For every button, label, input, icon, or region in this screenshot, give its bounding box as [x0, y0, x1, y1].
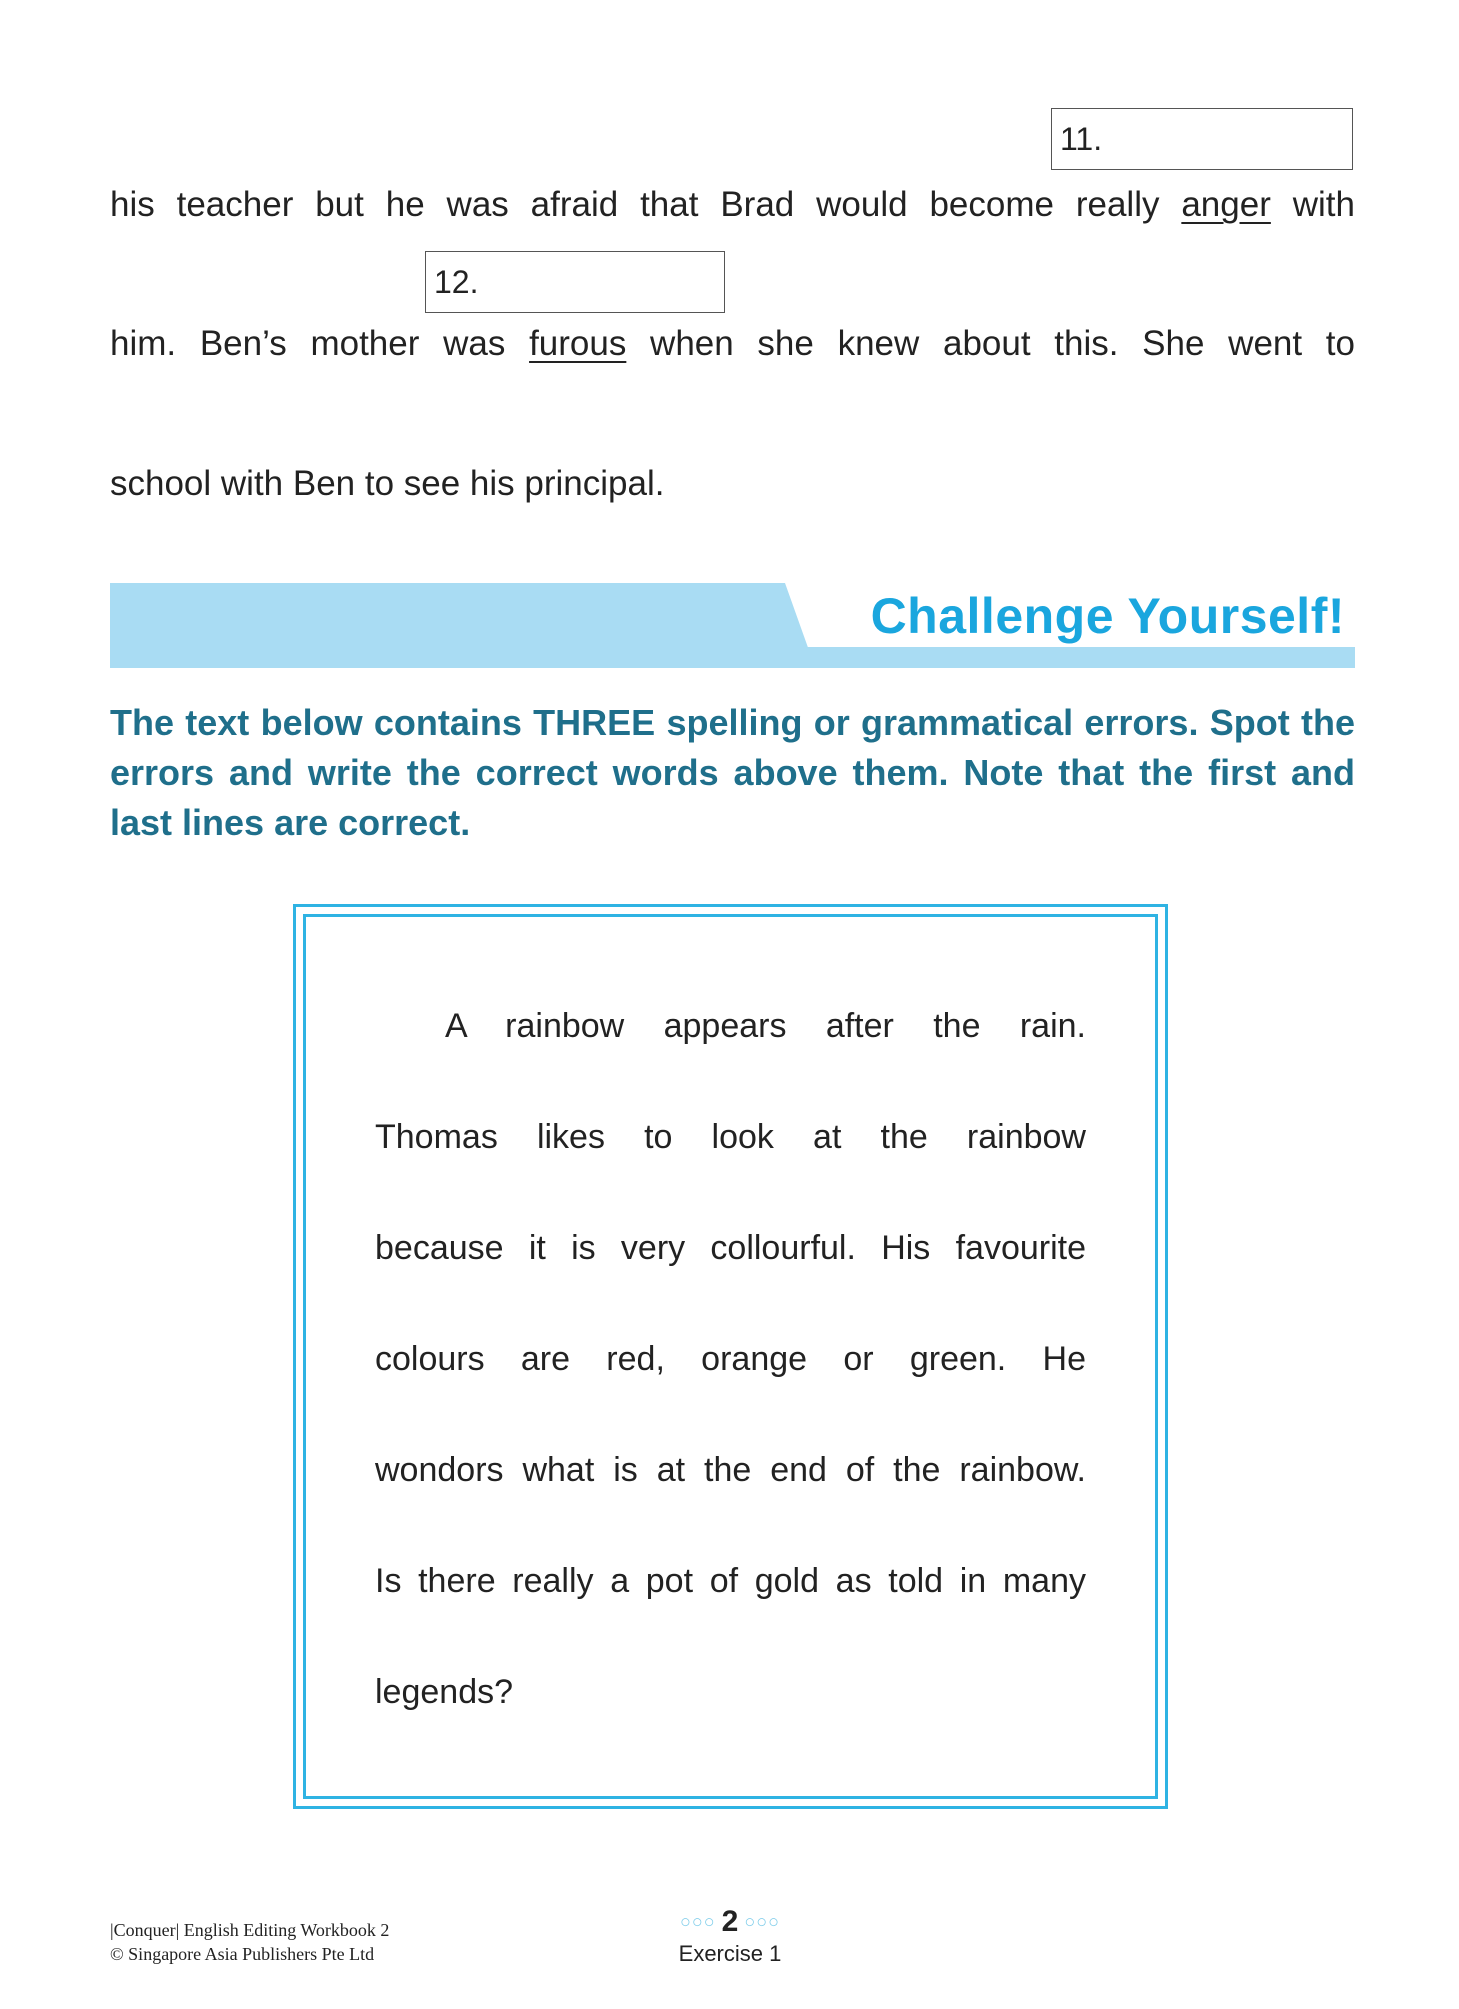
- answer-box-11[interactable]: [1051, 108, 1353, 170]
- text-line: him. Ben’s mother was furous when she knew about this. She went to: [110, 324, 1356, 363]
- underlined-error-word: anger: [1181, 185, 1271, 224]
- answer-box-label: 12.: [434, 264, 479, 300]
- footer-book-title: |Conquer| English Editing Workbook 2: [110, 1920, 390, 1940]
- text-line: his teacher but he was afraid that Brad would become really anger with: [110, 185, 1355, 224]
- passage-line: A rainbow appears after the rain.: [445, 1007, 1086, 1045]
- challenge-banner: [110, 583, 1355, 668]
- passage-line: Thomas likes to look at the rainbow: [375, 1118, 1086, 1156]
- circle-dots-icon: ○○○: [680, 1911, 716, 1932]
- answer-box-12[interactable]: [425, 251, 725, 313]
- passage-line: legends?: [375, 1673, 514, 1711]
- challenge-title: Challenge Yourself!: [870, 588, 1345, 644]
- passage-line: colours are red, orange or green. He: [375, 1340, 1086, 1378]
- passage-line: wondors what is at the end of the rainbow.: [375, 1451, 1086, 1489]
- challenge-instructions: The text below contains THREE spelling or grammatical errors. Spot the errors and write the correct words above them. Note that the first and last lines are correct.: [110, 702, 1355, 843]
- footer-credits: [110, 1918, 389, 1966]
- exercise-label: Exercise 1: [678, 1941, 782, 1966]
- footer-publisher: © Singapore Asia Publishers Pte Ltd: [110, 1944, 375, 1964]
- answer-box-label: 11.: [1060, 121, 1103, 157]
- underlined-error-word: furous: [529, 324, 627, 363]
- page-number-row: [600, 1903, 860, 1939]
- page-number: 2: [721, 1904, 739, 1938]
- text-line: school with Ben to see his principal.: [110, 464, 665, 503]
- circle-dots-icon: ○○○: [744, 1911, 780, 1932]
- passage-line: Is there really a pot of gold as told in many: [375, 1562, 1086, 1600]
- passage-line: because it is very collourful. His favourite: [375, 1229, 1086, 1267]
